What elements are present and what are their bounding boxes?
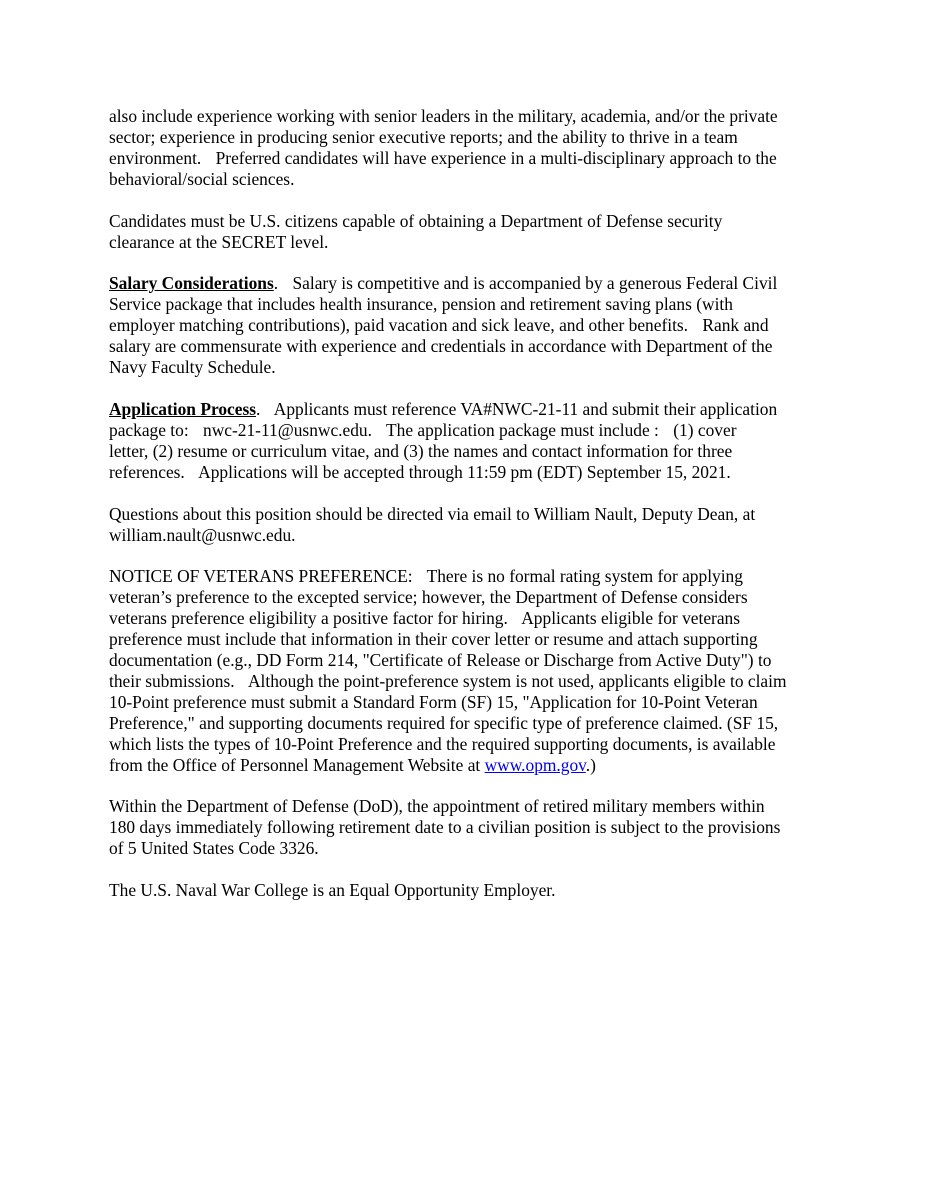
veterans-line-3b: Applicants eligible for veterans <box>521 608 741 629</box>
salary-heading: Salary Considerations <box>109 273 274 294</box>
veterans-line-5: documentation (e.g., DD Form 214, "Certificate of Release or Discharge from Active Duty") to <box>109 650 772 671</box>
requirements-line-1: also include experience working with senior leaders in the military, academia, and/or the private <box>109 106 778 126</box>
application-line-4a: references. <box>109 461 185 482</box>
application-line-1: Applicants must reference VA#NWC-21-11 and submit their application <box>273 398 778 419</box>
veterans-line-9: which lists the types of 10-Point Preference and the required supporting documents, is available <box>109 733 776 754</box>
dod-line-2: 180 days immediately following retirement date to a civilian position is subject to the provisions <box>109 817 781 838</box>
salary-line-3b: Rank and <box>702 315 769 336</box>
requirements-paragraph <box>109 106 829 190</box>
dod-line-1: Within the Department of Defense (DoD), the appointment of retired military members within <box>109 796 765 817</box>
veterans-line-7: 10-Point preference must submit a Standard Form (SF) 15, "Application for 10-Point Veteran <box>109 691 758 712</box>
salary-line-2: Service package that includes health insurance, pension and retirement saving plans (with <box>109 294 733 315</box>
application-line-2a: package to: <box>109 419 189 440</box>
citizenship-line-2: clearance at the SECRET level. <box>109 231 329 252</box>
application-line-2d: (1) cover <box>673 419 737 440</box>
veterans-line-10: from the Office of Personnel Management Website at <box>109 754 481 775</box>
salary-line-3a: employer matching contributions), paid vacation and sick leave, and other benefits. <box>109 315 689 336</box>
citizenship-paragraph <box>109 211 829 253</box>
document-page <box>109 106 829 922</box>
salary-paragraph: Salary Considerations. Salary is competitive and is accompanied by a generous Federal Civil Service package that includes health insurance, pension and retirement saving plans (with employer matching contributions), paid vacation and sick leave, and other benefits. Rank and salary are commensurate with experience and credentials in accordance with Department of the Navy Faculty Schedule. <box>109 273 778 378</box>
questions-email: william.nault@usnwc.edu. <box>109 524 296 545</box>
veterans-line-2: veteran’s preference to the excepted service; however, the Department of Defense considers <box>109 587 748 608</box>
veterans-line-10-end: .) <box>585 754 596 775</box>
veterans-line-4: preference must include that information in their cover letter or resume and attach supporting <box>109 629 758 650</box>
veterans-line-8: Preference," and supporting documents required for specific type of preference claimed. (SF 15, <box>109 712 779 733</box>
veterans-line-6a: their submissions. <box>109 670 235 691</box>
application-heading: Application Process <box>109 398 257 419</box>
veterans-paragraph <box>109 566 829 775</box>
eoe-paragraph <box>109 880 829 901</box>
opm-website-link[interactable]: www.opm.gov <box>484 754 586 775</box>
veterans-notice-label: NOTICE OF VETERANS PREFERENCE: <box>109 566 413 587</box>
veterans-line-3a: veterans preference eligibility a positive factor for hiring. <box>109 608 508 629</box>
requirements-line-3a: environment. <box>109 147 202 168</box>
application-line-3: letter, (2) resume or curriculum vitae, and (3) the names and contact information for three <box>109 440 733 461</box>
questions-line-1: Questions about this position should be directed via email to William Nault, Deputy Dean, at <box>109 503 756 524</box>
requirements-line-2: sector; experience in producing senior executive reports; and the ability to thrive in a team <box>109 126 738 147</box>
dod-paragraph <box>109 796 829 859</box>
dod-line-3: of 5 United States Code 3326. <box>109 838 319 859</box>
requirements-line-4: behavioral/social sciences. <box>109 168 295 189</box>
veterans-line-6b: Although the point-preference system is not used, applicants eligible to claim <box>248 670 787 691</box>
citizenship-line-1: Candidates must be U.S. citizens capable of obtaining a Department of Defense security <box>109 210 723 231</box>
veterans-line-1: There is no formal rating system for applying <box>426 566 743 587</box>
salary-line-1: Salary is competitive and is accompanied by a generous Federal Civil <box>292 273 778 294</box>
salary-line-4: salary are commensurate with experience and credentials in accordance with Department of the <box>109 336 773 357</box>
application-email: nwc-21-11@usnwc.edu. <box>203 419 372 440</box>
application-deadline: Applications will be accepted through 11:59 pm (EDT) September 15, 2021. <box>198 461 731 482</box>
requirements-line-3b: Preferred candidates will have experience in a multi-disciplinary approach to the <box>215 147 777 168</box>
eoe-line-1: The U.S. Naval War College is an Equal Opportunity Employer. <box>109 880 556 901</box>
questions-paragraph <box>109 504 829 546</box>
salary-line-5: Navy Faculty Schedule. <box>109 357 276 378</box>
application-paragraph: Application Process. Applicants must reference VA#NWC-21-11 and submit their application package to: nwc-21-11@usnwc.edu. The application package must include : (1) cover letter, (2) resume or curriculum vitae, and (3) the names and contact information for three references. Applications will be accepted through 11:59 pm (EDT) September 15, 2021. <box>109 398 778 482</box>
application-line-2c: The application package must include : <box>386 419 659 440</box>
